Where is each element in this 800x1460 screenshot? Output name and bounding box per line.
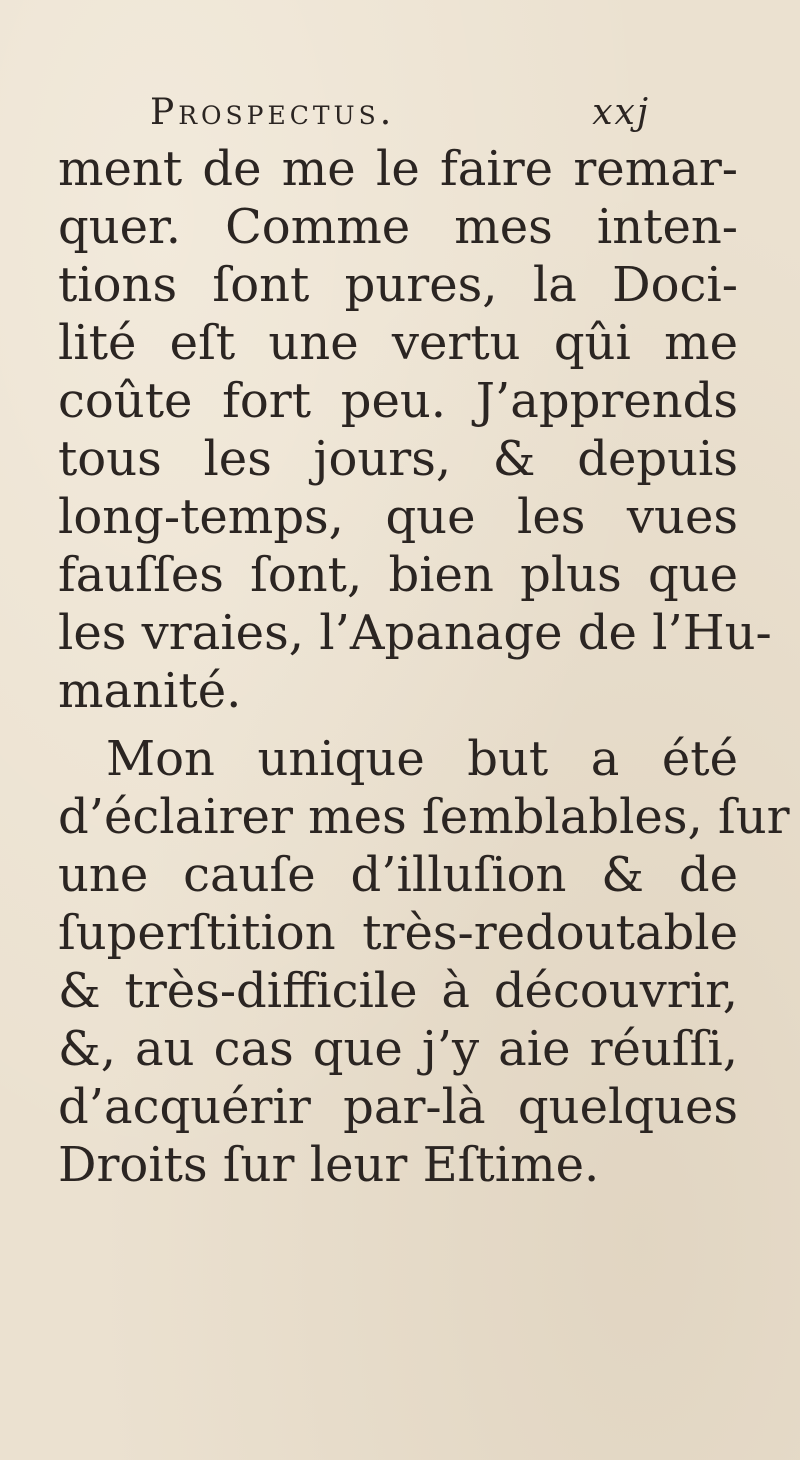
page-number: xxj (592, 92, 650, 133)
text-line: ment de me le faire remar- (58, 141, 738, 197)
paragraph-2 (58, 730, 790, 1194)
text-line: une cauſe d’illuſion & de (58, 847, 738, 903)
text-line: & très-difficile à découvrir, (58, 963, 738, 1019)
text-line: fauſſes ſont, bien plus que (58, 547, 738, 603)
text-line: Droits ſur leur Eſtime. (58, 1137, 600, 1193)
text-line: tions ſont pures, la Doci- (58, 257, 738, 313)
text-line: coûte fort peu. J’apprends (58, 373, 738, 429)
text-line: d’acquérir par-là quelques (58, 1079, 738, 1135)
text-line: tous les jours, & depuis (58, 431, 738, 487)
text-line: manité. (58, 663, 242, 719)
text-line: Mon unique but a été (106, 731, 738, 787)
text-line: lité eſt une vertu qûi me (58, 315, 738, 371)
paragraph-1 (58, 140, 772, 720)
text-line: &, au cas que j’y aie réuſſi, (58, 1021, 738, 1077)
running-header (150, 92, 670, 138)
text-line: long-temps, que les vues (58, 489, 738, 545)
text-line: quer. Comme mes inten- (58, 199, 738, 255)
text-line: ſuperſtition très-redoutable (58, 905, 738, 961)
text-line: les vraies, l’Apanage de l’Hu- (58, 605, 772, 661)
running-title: Prospectus. (150, 92, 396, 133)
text-line: d’éclairer mes ſemblables, ſur (58, 789, 790, 845)
